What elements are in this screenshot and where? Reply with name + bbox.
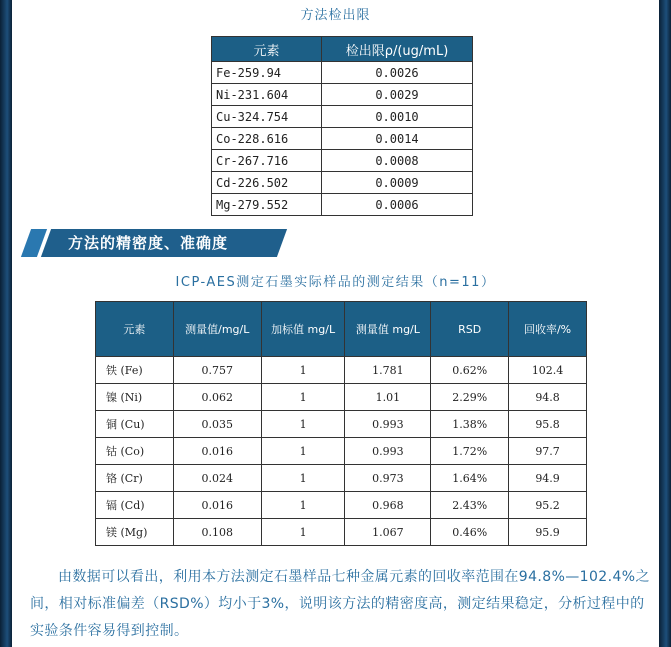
table2-header-cell: 加标值 mg/L: [261, 302, 345, 357]
table-cell: 铜 (Cu): [96, 411, 174, 438]
table2-header-row: [96, 302, 587, 357]
limit-cell: 0.0029: [322, 84, 473, 106]
table-row: [96, 384, 587, 411]
table-cell: 2.43%: [431, 492, 509, 519]
table1-header-element: 元素: [212, 37, 322, 62]
table-cell: 1: [261, 357, 345, 384]
table-cell: 0.46%: [431, 519, 509, 546]
table-row: [212, 150, 473, 172]
table-cell: 1.067: [345, 519, 431, 546]
table-cell: 1: [261, 519, 345, 546]
element-cell: Cd-226.502: [212, 172, 322, 194]
table-cell: 镍 (Ni): [96, 384, 174, 411]
table1-body: [212, 62, 473, 216]
table-row: [96, 492, 587, 519]
table-cell: 95.8: [509, 411, 587, 438]
table-row: [212, 194, 473, 216]
table-row: [212, 106, 473, 128]
table-cell: 0.993: [345, 411, 431, 438]
table-cell: 0.993: [345, 438, 431, 465]
table-cell: 1.64%: [431, 465, 509, 492]
table-cell: 1: [261, 384, 345, 411]
table2-header-cell: 测量值 mg/L: [345, 302, 431, 357]
table-cell: 94.8: [509, 384, 587, 411]
table-cell: 1.01: [345, 384, 431, 411]
table-cell: 1: [261, 492, 345, 519]
table2-header-cell: 回收率/%: [509, 302, 587, 357]
table2-title: ICP-AES测定石墨实际样品的测定结果（n=11）: [175, 275, 496, 290]
table-cell: 镉 (Cd): [96, 492, 174, 519]
element-cell: Ni-231.604: [212, 84, 322, 106]
table-cell: 1: [261, 438, 345, 465]
limit-cell: 0.0008: [322, 150, 473, 172]
section-banner: [26, 229, 266, 257]
table-cell: 1.781: [345, 357, 431, 384]
table-cell: 95.2: [509, 492, 587, 519]
table-row: [212, 172, 473, 194]
table-row: [212, 84, 473, 106]
table1-title: 方法检出限: [300, 8, 371, 23]
element-cell: Fe-259.94: [212, 62, 322, 84]
table-cell: 镁 (Mg): [96, 519, 174, 546]
table-cell: 1.38%: [431, 411, 509, 438]
article-panel: [12, 0, 659, 647]
detection-limit-table: [211, 36, 473, 216]
table-row: [96, 438, 587, 465]
table-cell: 1: [261, 411, 345, 438]
limit-cell: 0.0009: [322, 172, 473, 194]
table2-header-cell: RSD: [431, 302, 509, 357]
table-cell: 钴 (Co): [96, 438, 174, 465]
table-row: [96, 411, 587, 438]
table-row: [212, 128, 473, 150]
table-cell: 铁 (Fe): [96, 357, 174, 384]
limit-cell: 0.0014: [322, 128, 473, 150]
table-cell: 0.108: [173, 519, 261, 546]
limit-cell: 0.0026: [322, 62, 473, 84]
table-cell: 0.062: [173, 384, 261, 411]
table-cell: 94.9: [509, 465, 587, 492]
table-cell: 铬 (Cr): [96, 465, 174, 492]
table-row: [96, 519, 587, 546]
table-row: [96, 357, 587, 384]
element-cell: Cr-267.716: [212, 150, 322, 172]
limit-cell: 0.0010: [322, 106, 473, 128]
limit-cell: 0.0006: [322, 194, 473, 216]
table-cell: 0.016: [173, 438, 261, 465]
results-table: [95, 301, 587, 546]
left-frame: [0, 0, 12, 647]
table-row: [96, 465, 587, 492]
table-cell: 0.757: [173, 357, 261, 384]
table-cell: 0.968: [345, 492, 431, 519]
element-cell: Co-228.616: [212, 128, 322, 150]
element-cell: Cu-324.754: [212, 106, 322, 128]
conclusion-paragraph: [30, 564, 655, 645]
element-cell: Mg-279.552: [212, 194, 322, 216]
table-cell: 97.7: [509, 438, 587, 465]
table-row: [212, 62, 473, 84]
table-cell: 0.016: [173, 492, 261, 519]
table1-header-limit: 检出限ρ/(ug/mL): [322, 37, 473, 62]
table-cell: 0.035: [173, 411, 261, 438]
table-cell: 0.024: [173, 465, 261, 492]
right-frame: [659, 0, 671, 647]
table-cell: 2.29%: [431, 384, 509, 411]
table-cell: 0.973: [345, 465, 431, 492]
table2-header-cell: 元素: [96, 302, 174, 357]
table-cell: 102.4: [509, 357, 587, 384]
section-title: 方法的精密度、准确度: [68, 234, 229, 252]
conclusion-text: 由数据可以看出，利用本方法测定石墨样品七种金属元素的回收率范围在94.8%—102.4%之间，相对标准偏差（RSD%）均小于3%，说明该方法的精密度高，测定结果稳定，分析过程中的实验条件容易得到控制。: [30, 569, 650, 639]
table-cell: 1.72%: [431, 438, 509, 465]
table2-body: [96, 357, 587, 546]
table-cell: 1: [261, 465, 345, 492]
table-cell: 0.62%: [431, 357, 509, 384]
table2-header-cell: 测量值/mg/L: [173, 302, 261, 357]
table-cell: 95.9: [509, 519, 587, 546]
